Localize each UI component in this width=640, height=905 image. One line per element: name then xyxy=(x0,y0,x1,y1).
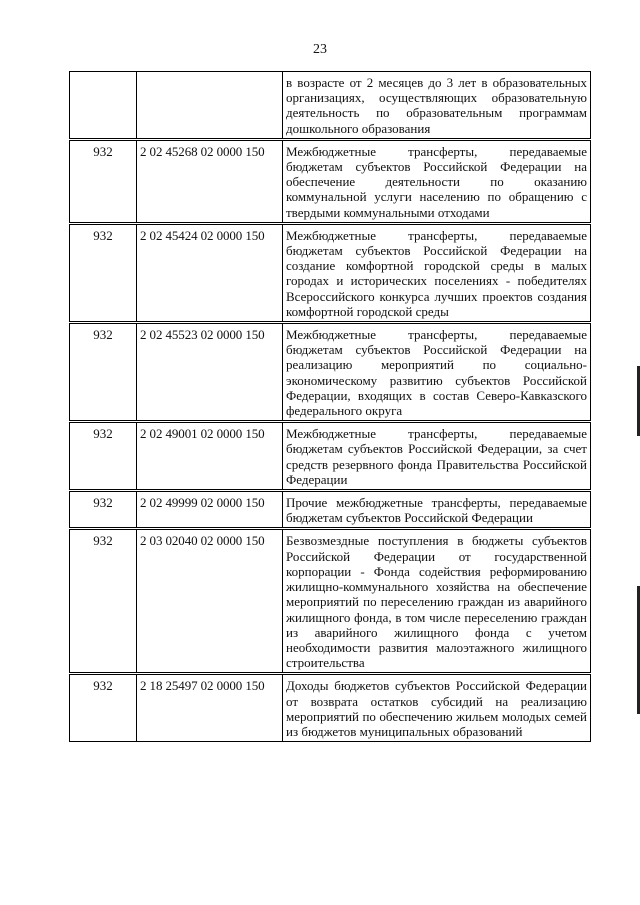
admin-code-cell: 932 xyxy=(70,323,137,422)
description-cell: Прочие межбюджетные трансферты, передаваемые бюджетам субъектов Российской Федерации xyxy=(283,491,591,529)
admin-code-cell xyxy=(70,72,137,140)
admin-code-cell: 932 xyxy=(70,223,137,322)
admin-code-cell: 932 xyxy=(70,529,137,674)
description-cell: Межбюджетные трансферты, передаваемые бюджетам субъектов Российской Федерации на обеспечение деятельности по оказанию коммунальной услуги населению по обращению с твердыми коммунальными отходами xyxy=(283,139,591,223)
budget-code-cell: 2 03 02040 02 0000 150 xyxy=(137,529,283,674)
description-cell: в возрасте от 2 месяцев до 3 лет в образовательных организациях, осуществляющих образовательную деятельность по образовательным программам дошкольного образования xyxy=(283,72,591,140)
budget-code-cell: 2 02 45424 02 0000 150 xyxy=(137,223,283,322)
budget-code-cell xyxy=(137,72,283,140)
description-cell: Межбюджетные трансферты, передаваемые бюджетам субъектов Российской Федерации на создание комфортной городской среды в малых городах и исторических поселениях - победителях Всероссийского конкурса лучших проектов создания комфортной городской среды xyxy=(283,223,591,322)
admin-code-cell: 932 xyxy=(70,491,137,529)
description-cell: Безвозмездные поступления в бюджеты субъектов Российской Федерации от государственной корпорации - Фонда содействия реформированию жилищно-коммунального хозяйства на обеспечение мероприятий по переселению граждан из аварийного жилищного фонда, в том числе переселению граждан из аварийного жилищного фонда с учетом необходимости развития малоэтажного жилищного строительства xyxy=(283,529,591,674)
table-row xyxy=(70,323,591,422)
budget-code-cell: 2 02 49001 02 0000 150 xyxy=(137,422,283,491)
description-cell: Межбюджетные трансферты, передаваемые бюджетам субъектов Российской Федерации на реализацию мероприятий по социально-экономическому развитию субъектов Российской Федерации, входящих в состав Северо-Кавказского федерального округа xyxy=(283,323,591,422)
admin-code-cell: 932 xyxy=(70,139,137,223)
revenue-codes-table xyxy=(69,71,591,742)
admin-code-cell: 932 xyxy=(70,674,137,742)
table-row xyxy=(70,674,591,742)
budget-code-cell: 2 02 45268 02 0000 150 xyxy=(137,139,283,223)
admin-code-cell: 932 xyxy=(70,422,137,491)
table-row xyxy=(70,529,591,674)
budget-code-cell: 2 02 49999 02 0000 150 xyxy=(137,491,283,529)
description-cell: Доходы бюджетов субъектов Российской Федерации от возврата остатков субсидий на реализацию мероприятий по обеспечению жильем молодых семей из бюджетов муниципальных образований xyxy=(283,674,591,742)
table-row xyxy=(70,72,591,140)
description-cell: Межбюджетные трансферты, передаваемые бюджетам субъектов Российской Федерации, за счет средств резервного фонда Правительства Российской Федерации xyxy=(283,422,591,491)
table-row xyxy=(70,422,591,491)
table-row xyxy=(70,491,591,529)
table-row xyxy=(70,139,591,223)
budget-code-cell: 2 02 45523 02 0000 150 xyxy=(137,323,283,422)
budget-code-cell: 2 18 25497 02 0000 150 xyxy=(137,674,283,742)
table-row xyxy=(70,223,591,322)
table-body xyxy=(70,72,591,742)
page-number: 23 xyxy=(313,42,327,57)
